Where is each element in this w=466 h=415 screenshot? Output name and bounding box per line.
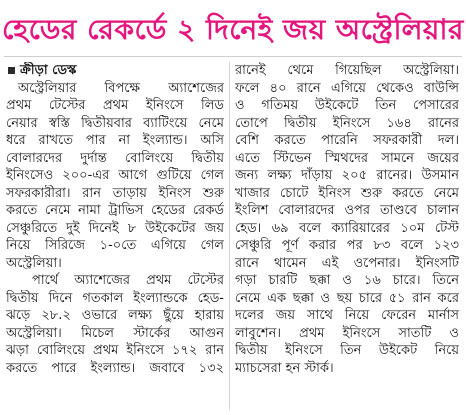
article-line: গড়া চারটি ছক্কা ও ১৬ চারে। তিনে xyxy=(235,273,459,288)
article-line: খাজার চোটে ইনিংস শুরু করতে নেমে xyxy=(235,185,459,201)
article-line: দ্বিতীয় ইনিংসে তিন উইকেট নিয়ে xyxy=(235,343,459,358)
article-line: দলের জয় সাথে নিয়ে ফেরেন মার্নাস xyxy=(235,308,459,323)
article-line: করতে নেমে নামা ট্রাভিস হেডের রেকর্ড xyxy=(6,203,224,218)
article-line: ও গতিময় উইকেটে তিন পেসারের xyxy=(235,98,459,113)
square-bullet-icon xyxy=(8,67,15,74)
article-line: বোলারদের দুর্দান্ত বোলিংয়ে দ্বিতীয় xyxy=(6,150,224,166)
headline-rule xyxy=(4,56,462,57)
byline xyxy=(6,62,224,80)
byline-text: ক্রীড়া ডেস্ক xyxy=(20,63,77,78)
article-line: ধরে রাখতে পার না ইংল্যান্ড। অসি xyxy=(6,133,224,148)
article-line: অস্ট্রেলিয়া। মিচেল স্টার্কের আগুন xyxy=(6,325,224,341)
column-divider xyxy=(229,62,230,410)
article-line: ঝড়ে ২৮.২ ওভারে লক্ষ্য ছুঁয়ে হারায় xyxy=(6,308,224,323)
article-line: ফলে ৪০ রানে এগিয়ে থেকেও বাউন্সি xyxy=(235,80,459,96)
article-line: হেড। ৬৯ বলে ক্যারিয়ারের ১০ম টেস্ট xyxy=(235,220,459,236)
article-line: লাবুশেন। প্রথম ইনিংসে সাতটি ও xyxy=(235,325,459,341)
article-line: নেয়ার স্বস্তি দ্বিতীয়বার ব্যাটিংয়ে নেমে xyxy=(6,115,224,131)
article-line: দ্বিতীয় দিনে গতকাল ইংল্যান্ডকে হেড- xyxy=(6,290,224,306)
article-line: জন্য লক্ষ্য দাঁড়ায় ২০৫ রানের। উসমান xyxy=(235,168,459,183)
headline: হেডের রেকর্ডে ২ দিনেই জয় অস্ট্রেলিয়ার xyxy=(2,13,464,46)
article-line: নেমে এক ছক্কা ও ছয় চারে ৫১ রান করে xyxy=(235,290,459,306)
article-line: ঝড়া বোলিংয়ে প্রথম ইনিংসে ১৭২ রান xyxy=(6,343,224,358)
article-line: অস্ট্রেলিয়া। xyxy=(6,255,62,271)
article-line: করতে পারে ইংল্যান্ড। জবাবে ১৩২ xyxy=(6,360,224,376)
article-line: এতে স্টিভেন স্মিথদের সামনে জয়ের xyxy=(235,150,459,166)
article-line: রানেই থেমে গিয়েছিল অস্ট্রেলিয়া। xyxy=(235,63,459,78)
article-column-left xyxy=(6,62,224,412)
article-line: রানে থামেন এই ওপেনার। ইনিংসটি xyxy=(235,255,459,271)
article-line: সেঞ্চুরিতে দুই দিনেই ৮ উইকেটের জয় xyxy=(6,220,224,236)
article-line: তোপে দ্বিতীয় ইনিংসে ১৬৪ রানের xyxy=(235,115,459,131)
article-line: বেশি করতে পারেনি সফরকারী দল। xyxy=(235,133,459,148)
article-line: ইংলিশ বোলারদের ওপর তাণ্ডবে চালান xyxy=(235,203,459,218)
article-line: সফরকারীরা। রান তাড়ায় ইনিংস শুরু xyxy=(6,185,224,201)
article-line: ইনিংসেও ২০০-এর আগে গুটিয়ে গেল xyxy=(6,168,224,183)
article-line: প্রথম টেস্টের প্রথম ইনিংসে লিড xyxy=(6,98,224,113)
article-line: পার্থে অ্যাশেজের প্রথম টেস্টের xyxy=(32,273,224,288)
article-line: অস্ট্রেলিয়ার বিপক্ষে অ্যাশেজের xyxy=(18,80,224,96)
article-line: ম্যাচসেরা হন স্টার্ক। xyxy=(235,360,334,376)
article-line: নিয়ে সিরিজে ১-০তে এগিয়ে গেল xyxy=(6,238,224,253)
article-column-right xyxy=(235,62,459,412)
article-line: সেঞ্চুরি পূর্ণ করার পর ৮৩ বলে ১২৩ xyxy=(235,238,459,253)
